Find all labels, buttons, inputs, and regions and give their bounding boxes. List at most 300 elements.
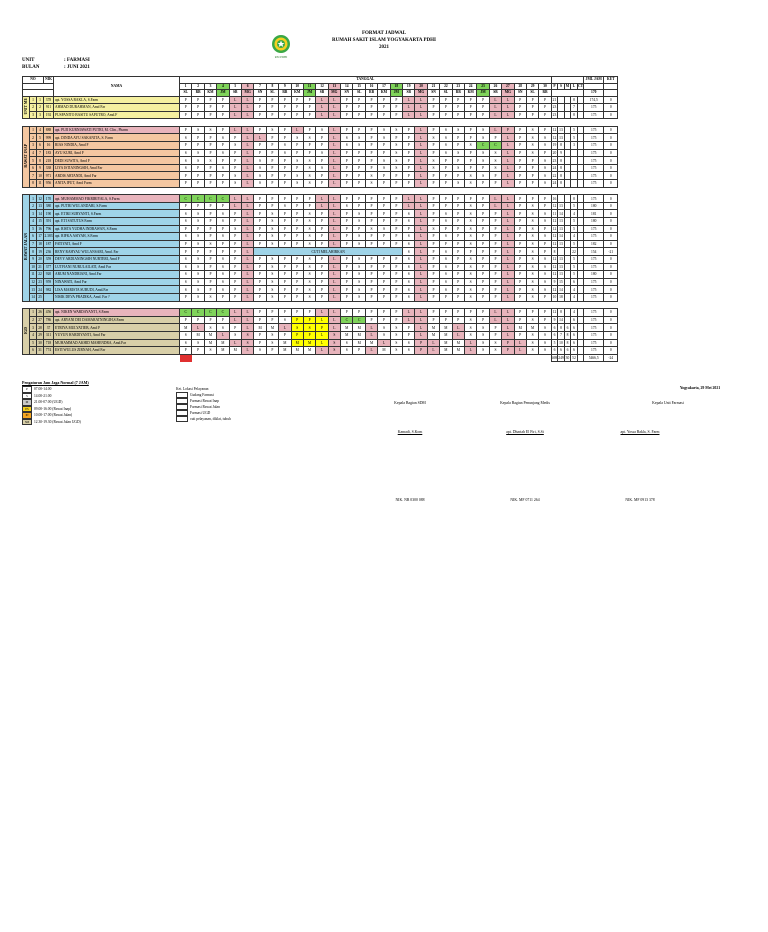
shift-cell: P	[489, 180, 501, 188]
row-no: 13	[31, 287, 35, 292]
day-number-header: 28	[514, 83, 526, 90]
shift-cell: S	[526, 316, 538, 324]
shift-cell: P	[291, 96, 303, 104]
shift-cell: P	[403, 164, 415, 172]
shift-cell: S	[464, 286, 476, 294]
shift-cell: P	[514, 263, 526, 271]
shift-cell: S	[526, 248, 538, 256]
shift-cell: L	[415, 164, 427, 172]
shift-cell: S	[204, 126, 216, 134]
shift-cell: P	[365, 293, 377, 301]
shift-cell: P	[440, 180, 452, 188]
day-number-header: 29	[526, 83, 538, 90]
shift-cell: P	[180, 180, 192, 188]
shift-cell: L	[229, 96, 241, 104]
shift-cell: P	[427, 111, 439, 119]
weekday-header: MG	[328, 90, 340, 97]
shift-cell: S	[279, 149, 291, 157]
shift-cell: L	[241, 263, 253, 271]
shift-cell: S	[303, 210, 315, 218]
shift-cell: S	[353, 240, 365, 248]
shift-cell: L	[452, 324, 464, 332]
shift-cell: L	[415, 210, 427, 218]
day-number-header: 19	[403, 83, 415, 90]
shift-cell: P	[464, 134, 476, 142]
shift-cell: P	[217, 293, 229, 301]
shift-cell: P	[427, 286, 439, 294]
row-no: 6	[30, 347, 37, 355]
jml-cell: 175	[584, 126, 604, 134]
shift-cell: C	[217, 195, 229, 203]
shift-cell: L	[502, 180, 514, 188]
shift-cell: S	[403, 278, 415, 286]
weekday-header: SB	[229, 90, 241, 97]
shift-cell: S	[316, 149, 328, 157]
shift-cell: P	[489, 233, 501, 241]
row-nik: 999	[44, 134, 54, 142]
shift-cell: L	[365, 324, 377, 332]
shift-cell: P	[365, 218, 377, 226]
shift-cell: L	[328, 210, 340, 218]
shift-cell: P	[316, 324, 328, 332]
table-row	[23, 248, 618, 256]
shift-cell: P	[254, 278, 266, 286]
shift-cell: S	[204, 347, 216, 355]
shift-cell: P	[365, 271, 377, 279]
shift-cell: P	[229, 324, 241, 332]
shift-cell: L	[192, 324, 204, 332]
weekday-header: SB	[489, 90, 501, 97]
col-tanggal-header: TANGGAL	[180, 77, 552, 84]
shift-cell: P	[353, 104, 365, 112]
shift-cell: P	[526, 104, 538, 112]
shift-cell: P	[427, 96, 439, 104]
shift-cell: S	[180, 278, 192, 286]
row-no: 6	[30, 233, 37, 241]
shift-cell: P	[341, 225, 353, 233]
shift-cell: S	[464, 324, 476, 332]
sum-cell: 24	[552, 181, 557, 186]
shift-cell: S	[526, 331, 538, 339]
shift-cell: P	[341, 263, 353, 271]
shift-cell: P	[204, 218, 216, 226]
sum-cell: 18	[559, 295, 563, 300]
shift-cell: P	[279, 157, 291, 165]
shift-cell: S	[303, 218, 315, 226]
shift-cell: P	[477, 240, 489, 248]
shift-cell: P	[291, 286, 303, 294]
col-jml-header: JML JAM	[585, 77, 602, 82]
shift-cell: S	[403, 248, 415, 256]
shift-cell: L	[489, 111, 501, 119]
shift-cell: P	[365, 96, 377, 104]
shift-cell: P	[452, 202, 464, 210]
shift-cell: L	[328, 286, 340, 294]
weekday-header: JM	[303, 90, 315, 97]
shift-cell: S	[365, 180, 377, 188]
shift-cell: S	[266, 210, 278, 218]
shift-cell: P	[291, 293, 303, 301]
shift-cell: L	[316, 339, 328, 347]
shift-cell: P	[353, 195, 365, 203]
shift-cell: P	[229, 293, 241, 301]
shift-cell: L	[241, 111, 253, 119]
shift-cell: S	[539, 157, 551, 165]
shift-cell: S	[291, 134, 303, 142]
sum-cell: 12	[552, 264, 557, 269]
shift-cell: P	[378, 233, 390, 241]
row-no: 3	[30, 324, 37, 332]
blank	[229, 354, 241, 362]
sum-cell: 20	[552, 150, 557, 155]
shift-cell: S	[217, 271, 229, 279]
shift-cell: P	[452, 134, 464, 142]
shift-cell: P	[452, 233, 464, 241]
shift-cell: P	[254, 202, 266, 210]
shift-cell: P	[316, 134, 328, 142]
jml-cell: 175	[584, 142, 604, 150]
employee-name: NINAWATI, Amd Far	[54, 278, 180, 286]
shift-cell: P	[390, 104, 402, 112]
shift-cell: S	[279, 142, 291, 150]
sum-cell: 7	[571, 104, 578, 112]
shift-cell: P	[365, 316, 377, 324]
shift-cell: P	[539, 195, 551, 203]
shift-cell: P	[440, 225, 452, 233]
shift-cell: P	[427, 309, 439, 317]
shift-cell: P	[440, 202, 452, 210]
shift-cell: M	[204, 331, 216, 339]
sum-cell: 6	[571, 331, 578, 339]
shift-cell: S	[539, 347, 551, 355]
shift-cell: P	[365, 263, 377, 271]
group-label-text: RAWAT INAP	[24, 143, 28, 168]
shift-cell: L	[415, 255, 427, 263]
shift-cell: M	[526, 324, 538, 332]
footer-total: 5466,5	[584, 354, 604, 362]
ket-cell: -21	[604, 248, 618, 256]
ket-cell: 0	[604, 126, 618, 134]
sum-cell: 8	[558, 172, 565, 180]
shift-cell: S	[464, 271, 476, 279]
shift-cell: S	[180, 233, 192, 241]
shift-cell: P	[254, 286, 266, 294]
sum-cell: 12	[552, 226, 557, 231]
employee-name: PUSPANITO BASITU SAPUTRO, Amd.F	[54, 111, 180, 119]
shift-cell: P	[192, 104, 204, 112]
shift-cell: S	[526, 149, 538, 157]
shift-cell: L	[489, 195, 501, 203]
sum-cell: 5	[571, 263, 578, 271]
shift-cell: S	[291, 180, 303, 188]
row-nik: 218	[44, 157, 54, 165]
ket-cell: 0	[604, 142, 618, 150]
sum-cell: 8	[558, 164, 565, 172]
shift-cell: P	[489, 331, 501, 339]
shift-cell: P	[514, 233, 526, 241]
day-number-header: 14	[341, 83, 353, 90]
shift-cell: P	[452, 255, 464, 263]
shift-cell: P	[452, 111, 464, 119]
shift-cell: P	[229, 164, 241, 172]
shift-cell: L	[241, 142, 253, 150]
sum-cell: 9	[558, 149, 565, 157]
day-number-header: 12	[316, 83, 328, 90]
location-legend-title: Ket. Lokasi Pelayanan	[176, 387, 209, 391]
shift-cell: P	[464, 195, 476, 203]
blank	[514, 354, 526, 362]
shift-cell: P	[489, 240, 501, 248]
shift-cell: M	[254, 324, 266, 332]
sum-header: S	[558, 83, 565, 90]
shift-cell: P	[390, 210, 402, 218]
ket-cell: 0	[604, 104, 618, 112]
shift-cell: P	[279, 218, 291, 226]
shift-cell: L	[328, 172, 340, 180]
row-nik: 971	[44, 172, 54, 180]
row-no2: 10	[38, 173, 42, 178]
shift-cell: S	[180, 134, 192, 142]
shift-cell: L	[229, 202, 241, 210]
row-no2: 26	[38, 310, 42, 315]
sum-cell: 8	[564, 331, 571, 339]
row-no: 1	[30, 309, 37, 317]
row-no2: 29	[38, 333, 42, 338]
row-no2: 19	[38, 249, 42, 254]
sum-cell: 8	[558, 142, 565, 150]
location-legend-text: Farmasi Rawat Inap	[190, 399, 219, 403]
shift-cell: P	[403, 134, 415, 142]
shift-cell: L	[328, 271, 340, 279]
shift-cell: L	[452, 331, 464, 339]
sum-cell: 12	[552, 128, 557, 133]
shift-cell: P	[279, 180, 291, 188]
shift-cell: L	[502, 324, 514, 332]
sum-cell: 5	[571, 218, 578, 226]
shift-cell: L	[489, 309, 501, 317]
jml-cell: 175	[584, 225, 604, 233]
shift-cell: P	[217, 104, 229, 112]
employee-name: ANITA IPUT, Amd Farm	[54, 180, 180, 188]
shift-cell: M	[229, 347, 241, 355]
shift-cell: L	[241, 248, 253, 256]
shift-cell: S	[180, 286, 192, 294]
day-number-header: 3	[204, 83, 216, 90]
shift-cell: P	[440, 316, 452, 324]
shift-cell: P	[477, 180, 489, 188]
shift-cell: P	[303, 331, 315, 339]
shift-cell: L	[328, 263, 340, 271]
sum-cell: 5	[571, 225, 578, 233]
shift-cell: P	[440, 309, 452, 317]
shift-cell: L	[415, 180, 427, 188]
shift-cell: S	[341, 339, 353, 347]
employee-name: FATIYATI, Amd F	[54, 240, 180, 248]
shift-cell: M	[440, 347, 452, 355]
shift-cell: P	[254, 331, 266, 339]
shift-cell: P	[254, 255, 266, 263]
row-no: 5	[30, 339, 37, 347]
shift-cell: S	[539, 339, 551, 347]
weekday-header: KM	[378, 90, 390, 97]
shift-cell: P	[229, 218, 241, 226]
shift-cell: S	[378, 126, 390, 134]
shift-cell: P	[440, 240, 452, 248]
shift-cell: P	[365, 195, 377, 203]
shift-cell: L	[328, 316, 340, 324]
row-nik: 378	[44, 96, 54, 104]
shift-cell: L	[464, 339, 476, 347]
sum-cell: 5	[571, 134, 578, 142]
shift-cell: L	[241, 347, 253, 355]
shift-cell: P	[279, 134, 291, 142]
shift-cell: P	[341, 104, 353, 112]
sum-cell: 3	[571, 142, 578, 150]
shift-cell: S	[254, 172, 266, 180]
shift-cell: S	[403, 347, 415, 355]
jml-cell: 174,5	[584, 96, 604, 104]
shift-cell: P	[341, 271, 353, 279]
shift-cell: P	[353, 309, 365, 317]
shift-cell: P	[341, 233, 353, 241]
shift-cell: S	[303, 134, 315, 142]
ket-cell: 0	[604, 180, 618, 188]
sum-cell: 4	[571, 210, 578, 218]
weekday-header: SN	[254, 90, 266, 97]
shift-cell: S	[192, 126, 204, 134]
blank	[365, 354, 377, 362]
shift-cell: P	[403, 331, 415, 339]
table-row	[23, 286, 618, 294]
shift-cell: S	[440, 218, 452, 226]
weekday-header: JM	[217, 90, 229, 97]
shift-cell: S	[440, 278, 452, 286]
employee-name: apt. DINDA AYU SAKANITA, S. Farm	[54, 134, 180, 142]
shift-cell: L	[241, 164, 253, 172]
shift-cell: L	[328, 180, 340, 188]
ket-cell: 0	[604, 111, 618, 119]
shift-cell: L	[489, 96, 501, 104]
shift-cell: P	[452, 210, 464, 218]
sum-cell: 24	[552, 166, 557, 171]
shift-cell: P	[489, 271, 501, 279]
unit-value: : FARMASI	[64, 58, 90, 63]
sig3-name: apt. Yossa Bakla, S. Farm	[620, 430, 660, 434]
shift-cell: P	[440, 96, 452, 104]
shift-cell: L	[415, 233, 427, 241]
shift-cell: P	[365, 111, 377, 119]
shift-cell: S	[353, 263, 365, 271]
shift-cell: L	[241, 278, 253, 286]
sig2-title: Kepala Bagian Penunjang Medis	[500, 401, 550, 405]
shift-cell: S	[526, 339, 538, 347]
shift-cell: P	[353, 157, 365, 165]
shift-cell: P	[303, 309, 315, 317]
jml-cell: 180	[584, 218, 604, 226]
shift-cell: P	[427, 263, 439, 271]
blank	[180, 354, 192, 362]
table-row	[23, 164, 618, 172]
shift-cell: P	[427, 104, 439, 112]
sig3-title: Kepala Unit Farmasi	[652, 401, 684, 405]
row-no2: 7	[37, 149, 44, 157]
shift-cell: L	[502, 240, 514, 248]
shift-cell: P	[341, 309, 353, 317]
row-nik	[44, 293, 54, 301]
sum-cell: 12	[552, 204, 557, 209]
shift-cell: P	[341, 180, 353, 188]
sum-cell: 23	[552, 112, 557, 117]
sum-cell: 12	[552, 135, 557, 140]
shift-cell: L	[241, 255, 253, 263]
sum-cell: 8	[571, 111, 578, 119]
shift-cell: L	[241, 202, 253, 210]
shift-cell: S	[526, 142, 538, 150]
shift-cell: S	[353, 210, 365, 218]
row-no2: 12	[38, 196, 42, 201]
sum-header: L	[571, 83, 578, 90]
sum-cell: 5	[571, 255, 578, 263]
shift-cell: P	[514, 164, 526, 172]
shift-cell: S	[464, 316, 476, 324]
shift-cell: P	[266, 111, 278, 119]
shift-cell: P	[390, 134, 402, 142]
sum-cell: 14	[559, 211, 563, 216]
shift-cell: L	[489, 104, 501, 112]
shift-cell: M	[353, 331, 365, 339]
table-row	[23, 225, 618, 233]
shift-cell: L	[241, 233, 253, 241]
shift-cell: S	[229, 172, 241, 180]
shift-cell: S	[464, 210, 476, 218]
sum-cell: 12	[552, 219, 557, 224]
blank	[440, 354, 452, 362]
shift-cell: P	[390, 172, 402, 180]
ket-cell: 0	[604, 96, 618, 104]
shift-cell: S	[489, 157, 501, 165]
employee-name: ESTI WULUS ZIRNAH, Amd Far	[54, 347, 180, 355]
shift-cell: P	[464, 111, 476, 119]
row-nik: 170	[44, 195, 54, 203]
shift-cell: P	[341, 164, 353, 172]
shift-cell: P	[254, 309, 266, 317]
shift-cell: P	[378, 316, 390, 324]
shift-cell: P	[464, 104, 476, 112]
shift-cell: S	[464, 202, 476, 210]
shift-cell: S	[241, 339, 253, 347]
shift-cell: P	[514, 331, 526, 339]
shift-cell: P	[204, 271, 216, 279]
shift-cell: P	[279, 309, 291, 317]
shift-cell: P	[291, 331, 303, 339]
shift-cell: S	[266, 218, 278, 226]
shift-cell: S	[539, 233, 551, 241]
shift-cell: P	[427, 271, 439, 279]
shift-cell: P	[427, 316, 439, 324]
sum-cell: 6	[551, 347, 558, 355]
shift-cell: L	[415, 111, 427, 119]
shift-cell: P	[303, 195, 315, 203]
row-no: 4	[30, 149, 37, 157]
shift-cell: P	[291, 164, 303, 172]
shift-cell: M	[192, 331, 204, 339]
shift-cell: P	[378, 202, 390, 210]
shift-cell: P	[341, 210, 353, 218]
sum-cell: 13	[559, 219, 563, 224]
jml-cell: 175	[584, 278, 604, 286]
shift-cell: P	[403, 180, 415, 188]
row-no2: 16	[38, 226, 42, 231]
